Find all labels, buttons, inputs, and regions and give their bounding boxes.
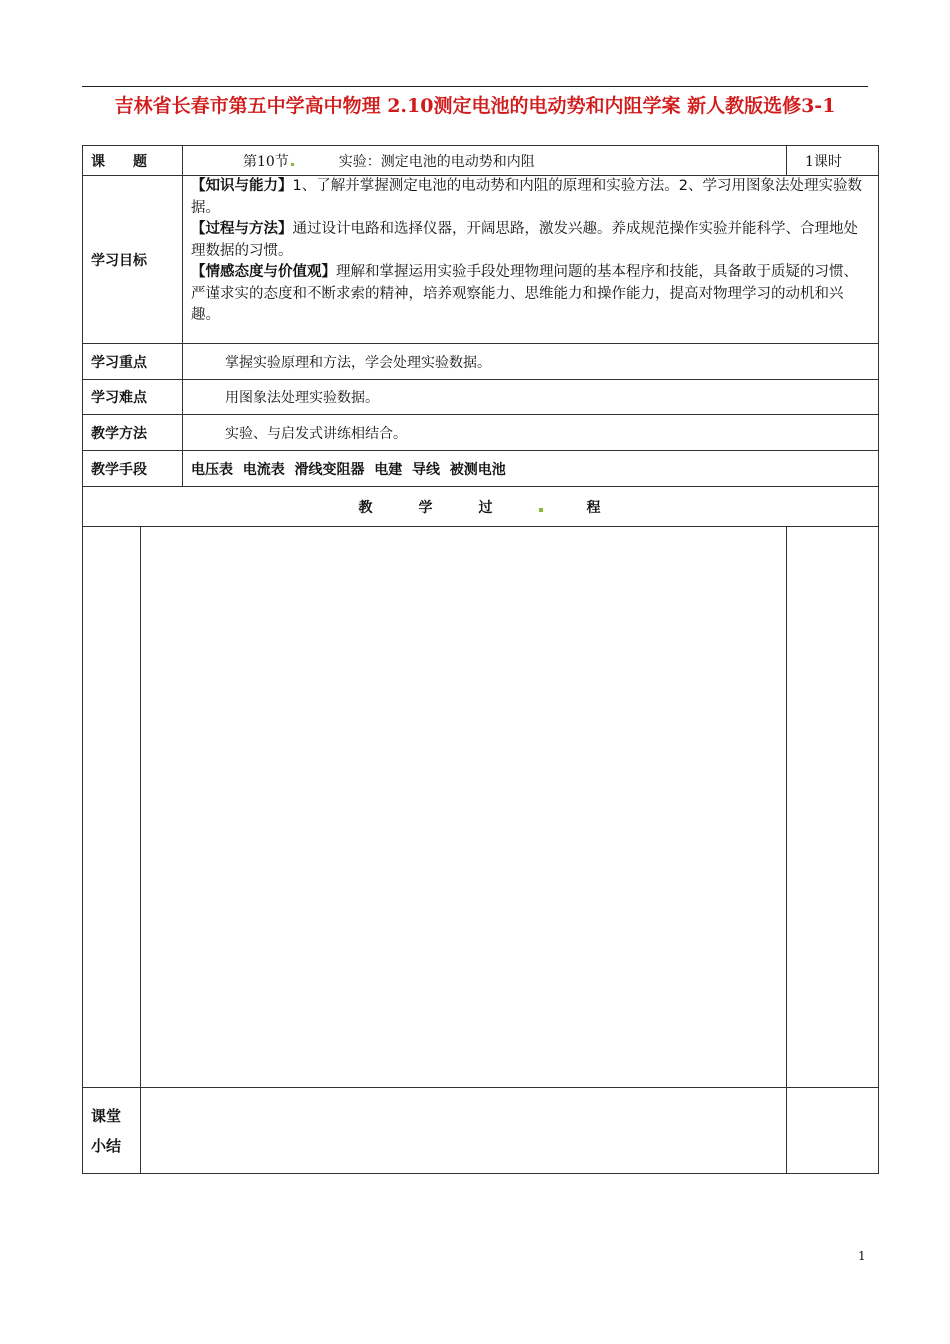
process-heading-row bbox=[83, 487, 879, 527]
lesson-plan-table bbox=[82, 145, 879, 1174]
method-label: 教学方法 bbox=[83, 415, 183, 451]
key-points-row bbox=[83, 344, 879, 380]
method-row bbox=[83, 415, 879, 451]
difficulties-label: 学习难点 bbox=[83, 380, 183, 415]
topic-cell bbox=[183, 146, 787, 176]
difficulties-row bbox=[83, 380, 879, 415]
process-side-cell bbox=[83, 527, 141, 1088]
objectives-cell bbox=[183, 176, 879, 344]
process-notes-cell bbox=[787, 527, 879, 1088]
document-title: 吉林省长春市第五中学高中物理 2.10测定电池的电动势和内阻学案 新人教版选修3-1 bbox=[114, 95, 836, 117]
means-row bbox=[83, 451, 879, 487]
objective-process: 【过程与方法】通过设计电路和选择仪器，开阔思路，激发兴趣。养成规范操作实验并能科学、合理地处理数据的习惯。 bbox=[191, 221, 858, 259]
header-rule bbox=[82, 86, 868, 87]
summary-notes-cell bbox=[787, 1088, 879, 1174]
page-number: 1 bbox=[858, 1249, 866, 1263]
summary-row bbox=[83, 1088, 879, 1174]
means-label: 教学手段 bbox=[83, 451, 183, 487]
topic-name: 实验：测定电池的电动势和内阻 bbox=[338, 153, 535, 170]
objective-attitude: 【情感态度与价值观】理解和掌握运用实验手段处理物理问题的基本程序和技能，具备敢于质疑的习惯、严谨求实的态度和不断求索的精神，培养观察能力、思维能力和操作能力，提高对物理学习的动机和兴趣。 bbox=[191, 264, 858, 323]
topic-label: 课 题 bbox=[83, 146, 183, 176]
topic-section: 第10节 bbox=[243, 153, 289, 170]
process-body-row bbox=[83, 527, 879, 1088]
topic-hours: 1课时 bbox=[787, 146, 879, 176]
difficulties-text: 用图象法处理实验数据。 bbox=[183, 380, 879, 415]
summary-label: 课堂 小结 bbox=[83, 1088, 141, 1174]
means-text: 电压表 电流表 滑线变阻器 电建 导线 被测电池 bbox=[183, 451, 879, 487]
objectives-label: 学习目标 bbox=[83, 176, 183, 344]
objective-knowledge: 【知识与能力】1、了解并掌握测定电池的电动势和内阻的原理和实验方法。2、学习用图象法处理实验数据。 bbox=[191, 178, 862, 216]
marker-dot bbox=[291, 163, 294, 166]
summary-content-cell bbox=[141, 1088, 787, 1174]
objectives-row bbox=[83, 176, 879, 344]
key-points-label: 学习重点 bbox=[83, 344, 183, 380]
key-points-text: 掌握实验原理和方法，学会处理实验数据。 bbox=[183, 344, 879, 380]
topic-row bbox=[83, 146, 879, 176]
process-heading: 教 学 过 程 bbox=[83, 487, 879, 527]
marker-square bbox=[539, 508, 543, 512]
method-text: 实验、与启发式讲练相结合。 bbox=[183, 415, 879, 451]
process-main-cell bbox=[141, 527, 787, 1088]
